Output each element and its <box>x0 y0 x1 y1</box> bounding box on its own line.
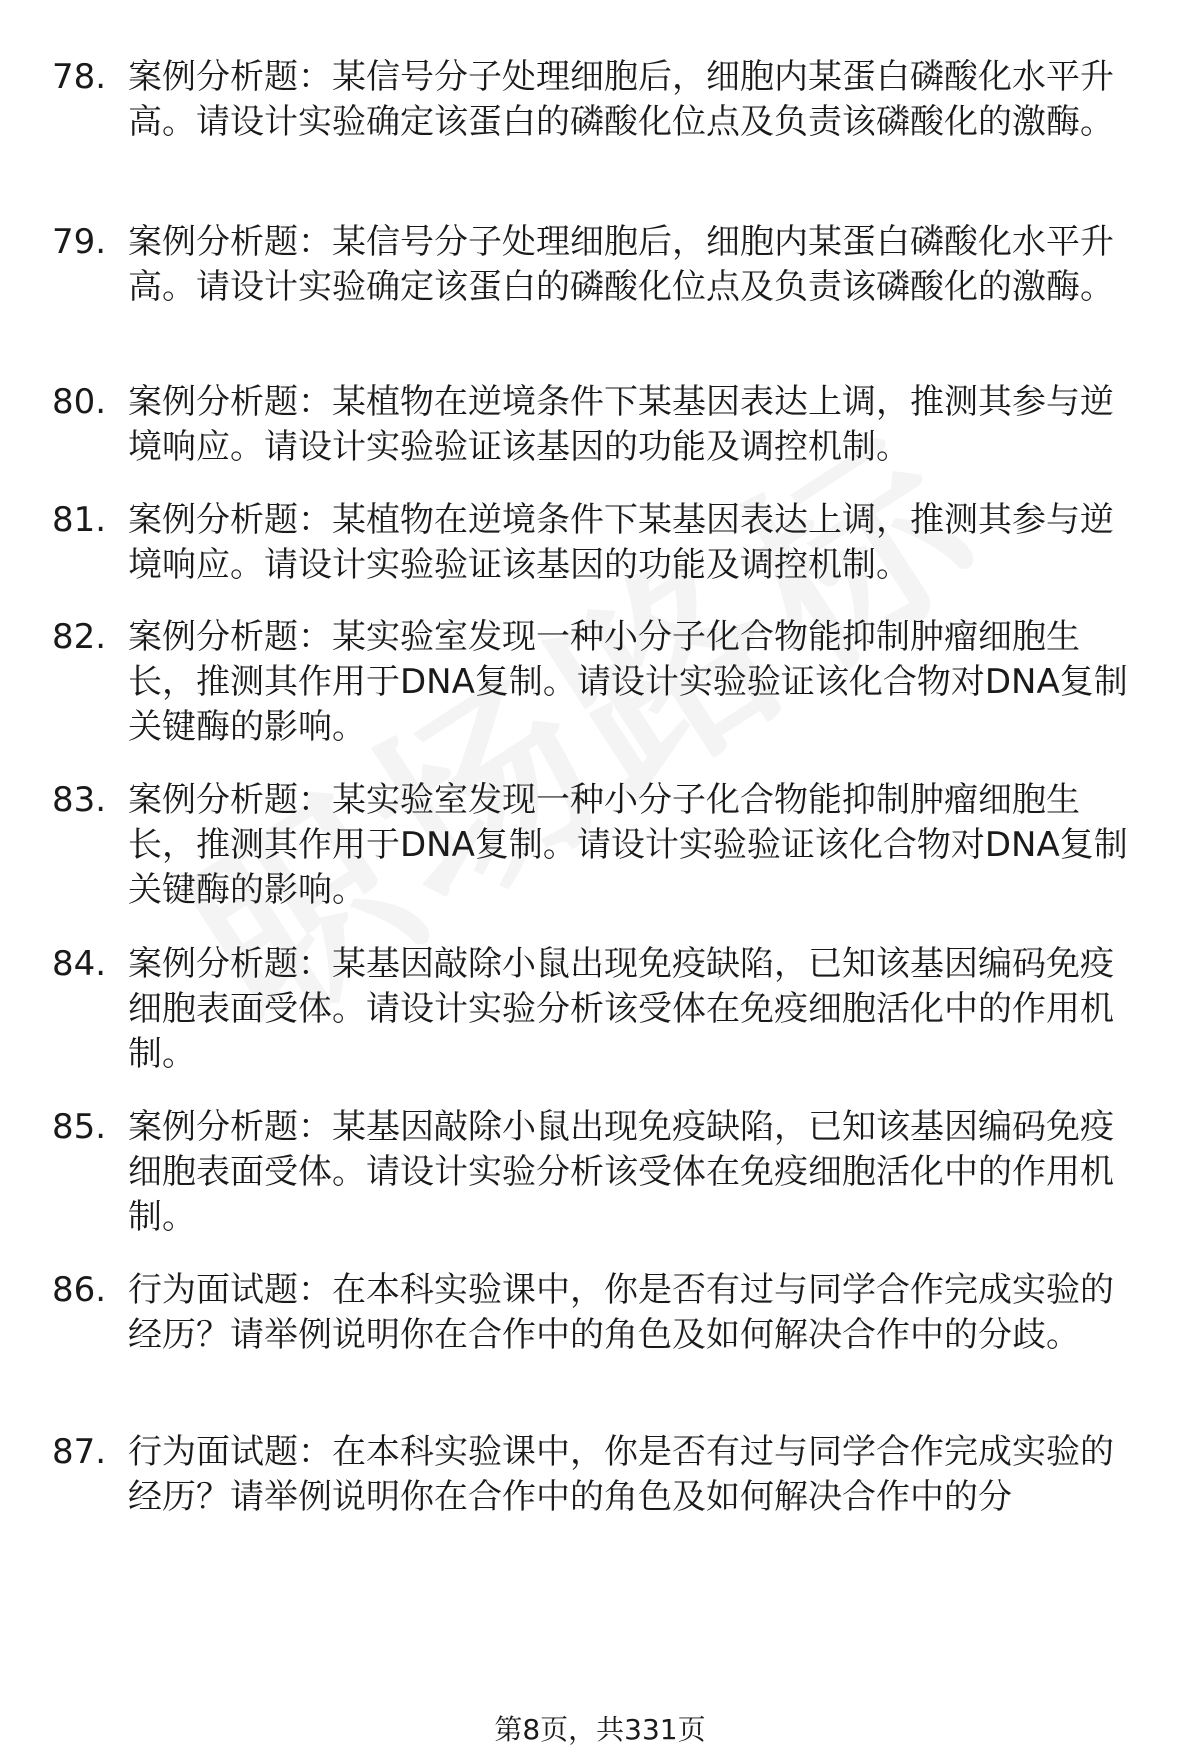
question-number: 79. <box>52 222 107 262</box>
page-footer: 第8页，共331页 <box>494 1713 706 1746</box>
question-number: 86. <box>52 1270 107 1310</box>
question-text: 案例分析题：某实验室发现一种小分子化合物能抑制肿瘤细胞生长，推测其作用于DNA复制。请设计实验验证该化合物对DNA复制关键酶的影响。 <box>128 617 1128 747</box>
question-number: 82. <box>52 617 107 657</box>
question-number: 85. <box>52 1107 107 1147</box>
question-text: 案例分析题：某植物在逆境条件下某基因表达上调，推测其参与逆境响应。请设计实验验证该基因的功能及调控机制。 <box>128 500 1114 585</box>
question-number: 81. <box>52 500 107 540</box>
question-number: 84. <box>52 944 107 984</box>
question-text: 行为面试题：在本科实验课中，你是否有过与同学合作完成实验的经历？请举例说明你在合作中的角色及如何解决合作中的分 <box>128 1432 1114 1517</box>
question-text: 案例分析题：某信号分子处理细胞后，细胞内某蛋白磷酸化水平升高。请设计实验确定该蛋白的磷酸化位点及负责该磷酸化的激酶。 <box>128 222 1114 307</box>
question-number: 80. <box>52 382 107 422</box>
question-number: 83. <box>52 780 107 820</box>
question-text: 案例分析题：某基因敲除小鼠出现免疫缺陷，已知该基因编码免疫细胞表面受体。请设计实验分析该受体在免疫细胞活化中的作用机制。 <box>128 944 1114 1074</box>
question-text: 案例分析题：某信号分子处理细胞后，细胞内某蛋白磷酸化水平升高。请设计实验确定该蛋白的磷酸化位点及负责该磷酸化的激酶。 <box>128 57 1114 142</box>
question-number: 87. <box>52 1432 107 1472</box>
question-text: 案例分析题：某植物在逆境条件下某基因表达上调，推测其参与逆境响应。请设计实验验证该基因的功能及调控机制。 <box>128 382 1114 467</box>
question-text: 案例分析题：某实验室发现一种小分子化合物能抑制肿瘤细胞生长，推测其作用于DNA复制。请设计实验验证该化合物对DNA复制关键酶的影响。 <box>128 780 1128 910</box>
question-text: 案例分析题：某基因敲除小鼠出现免疫缺陷，已知该基因编码免疫细胞表面受体。请设计实验分析该受体在免疫细胞活化中的作用机制。 <box>128 1107 1114 1237</box>
question-number: 78. <box>52 57 107 97</box>
question-text: 行为面试题：在本科实验课中，你是否有过与同学合作完成实验的经历？请举例说明你在合作中的角色及如何解决合作中的分歧。 <box>128 1270 1114 1355</box>
